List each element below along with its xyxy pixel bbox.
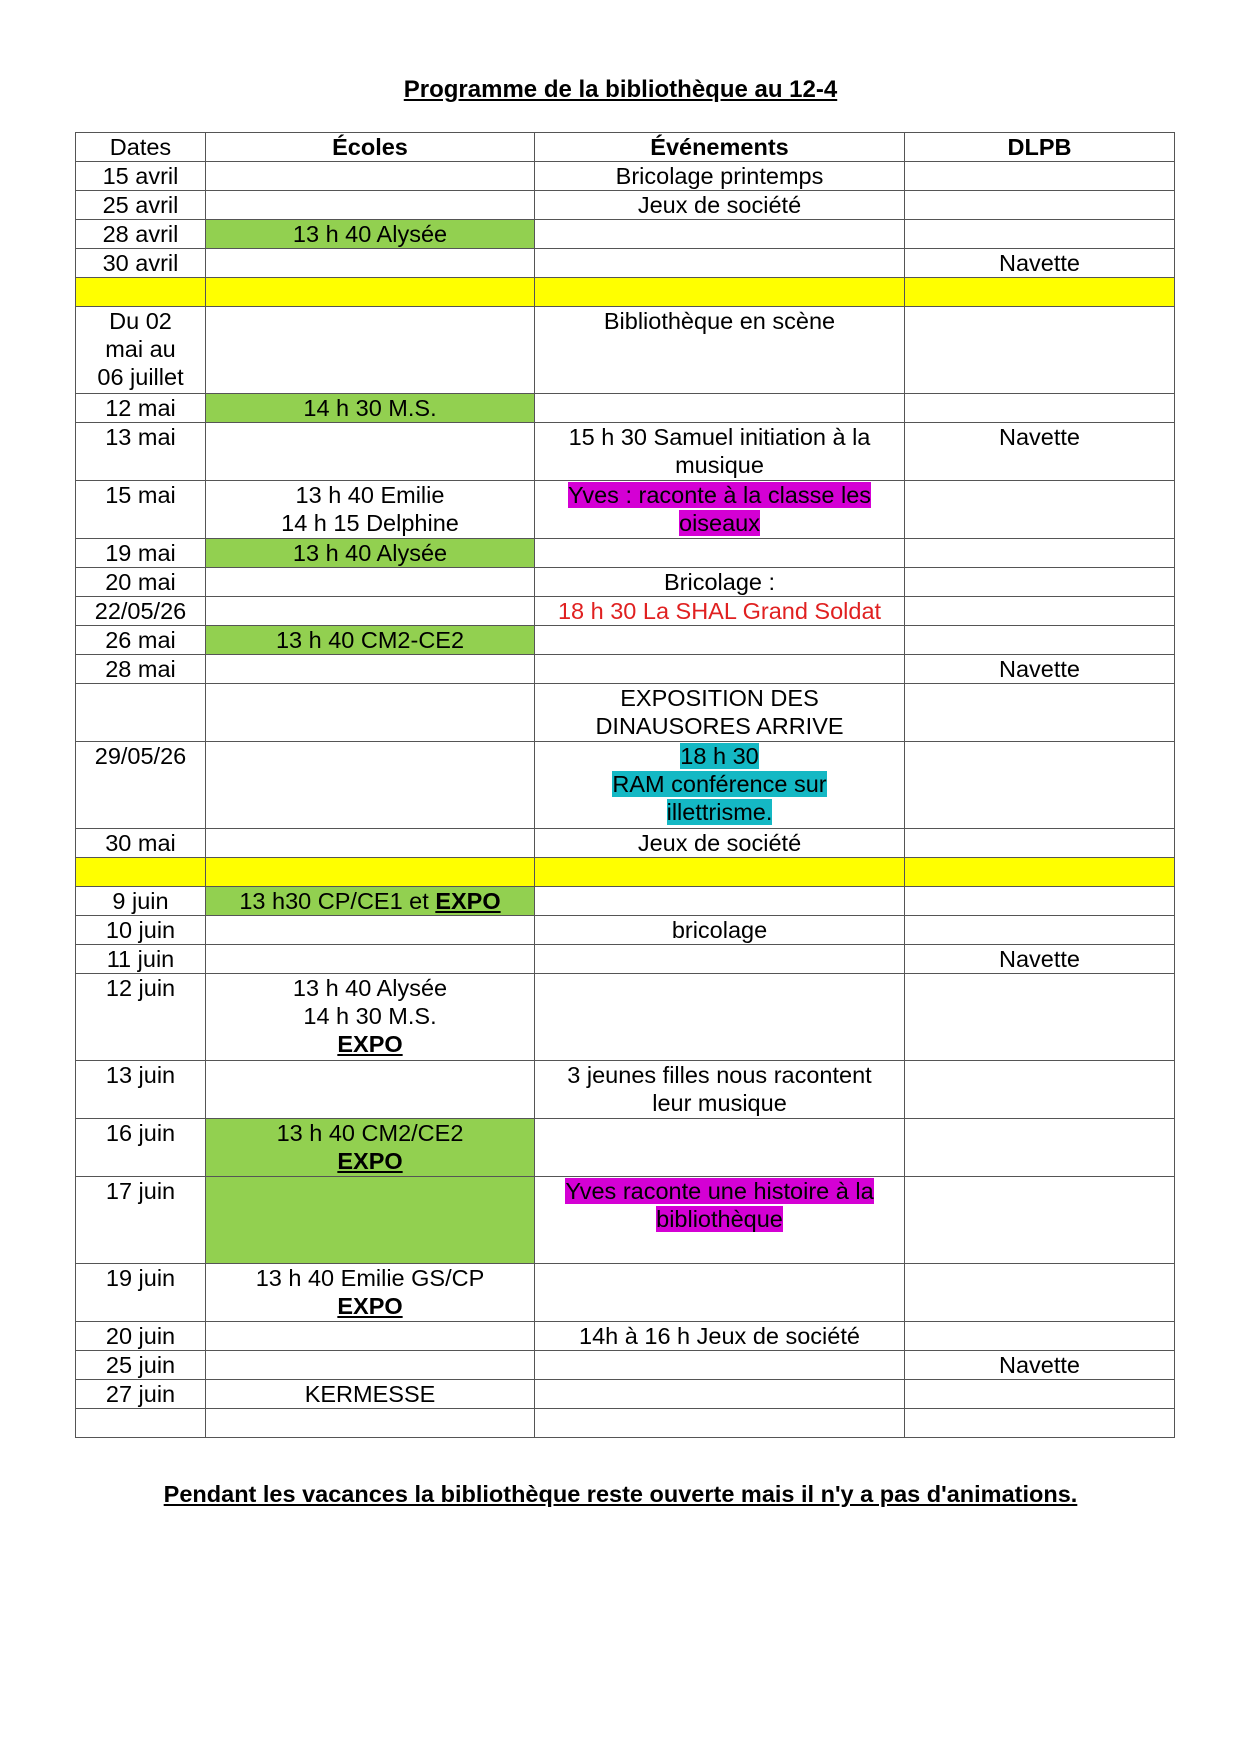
- highlighted-event-text: illettrisme.: [666, 799, 773, 825]
- dlpb-cell: [905, 1409, 1175, 1438]
- school-cell: [206, 249, 535, 278]
- dlpb-cell: [905, 191, 1175, 220]
- dlpb-cell: [905, 597, 1175, 626]
- date-cell: 29/05/26: [76, 742, 206, 829]
- date-cell: 30 mai: [76, 829, 206, 858]
- date-line: 06 juillet: [97, 364, 184, 390]
- table-row: [76, 220, 1175, 249]
- event-cell: Bricolage :: [535, 568, 905, 597]
- table-row: [76, 539, 1175, 568]
- separator-cell: [206, 278, 535, 307]
- table-row: [76, 655, 1175, 684]
- separator-cell: [535, 858, 905, 887]
- dlpb-cell: [905, 1177, 1175, 1264]
- highlighted-event-text: RAM conférence sur: [612, 771, 827, 797]
- school-cell: [206, 945, 535, 974]
- highlighted-event-text: bibliothèque: [656, 1206, 783, 1232]
- event-cell: [535, 1061, 905, 1119]
- table-row: [76, 423, 1175, 481]
- event-line: 3 jeunes filles nous racontent: [567, 1062, 872, 1088]
- separator-row: [76, 858, 1175, 887]
- event-cell: [535, 481, 905, 539]
- event-line: leur musique: [652, 1090, 787, 1116]
- schedule-table: [75, 132, 1175, 1438]
- separator-cell: [76, 278, 206, 307]
- date-cell: 15 avril: [76, 162, 206, 191]
- dlpb-cell: [905, 1380, 1175, 1409]
- table-row: [76, 1380, 1175, 1409]
- school-line: 14 h 30 M.S.: [303, 1003, 437, 1029]
- event-cell: [535, 626, 905, 655]
- dlpb-cell: [905, 974, 1175, 1061]
- school-cell: [206, 684, 535, 742]
- table-row: [76, 568, 1175, 597]
- school-cell: [206, 974, 535, 1061]
- dlpb-cell: [905, 684, 1175, 742]
- event-cell: [535, 249, 905, 278]
- school-cell: [206, 1119, 535, 1177]
- event-line: EXPOSITION DES: [620, 685, 819, 711]
- dlpb-cell: [905, 394, 1175, 423]
- date-cell: 15 mai: [76, 481, 206, 539]
- table-row: [76, 1264, 1175, 1322]
- event-cell: [535, 1380, 905, 1409]
- dlpb-cell: Navette: [905, 1351, 1175, 1380]
- date-cell: 30 avril: [76, 249, 206, 278]
- date-cell: 11 juin: [76, 945, 206, 974]
- school-line: 13 h 40 CM2/CE2: [276, 1120, 464, 1146]
- header-dates: Dates: [76, 133, 206, 162]
- school-line: 13 h 40 Emilie: [295, 482, 445, 508]
- event-line: musique: [675, 452, 764, 478]
- dlpb-cell: [905, 220, 1175, 249]
- date-cell: 10 juin: [76, 916, 206, 945]
- school-line: 14 h 15 Delphine: [281, 510, 459, 536]
- table-row: [76, 916, 1175, 945]
- event-cell: 14h à 16 h Jeux de société: [535, 1322, 905, 1351]
- school-cell: [206, 162, 535, 191]
- event-cell: [535, 742, 905, 829]
- event-cell: Bricolage printemps: [535, 162, 905, 191]
- school-cell: 13 h 40 Alysée: [206, 539, 535, 568]
- date-cell: 19 mai: [76, 539, 206, 568]
- dlpb-cell: [905, 626, 1175, 655]
- header-ecoles: Écoles: [206, 133, 535, 162]
- table-row: [76, 945, 1175, 974]
- school-cell: [206, 1264, 535, 1322]
- school-line: 13 h 40 Alysée: [292, 975, 448, 1001]
- school-line: 13 h 40 Emilie GS/CP: [255, 1265, 485, 1291]
- school-cell: KERMESSE: [206, 1380, 535, 1409]
- table-row: [76, 974, 1175, 1061]
- date-cell: 27 juin: [76, 1380, 206, 1409]
- school-cell: [206, 1061, 535, 1119]
- date-cell: 16 juin: [76, 1119, 206, 1177]
- date-cell: 13 mai: [76, 423, 206, 481]
- header-row: [76, 133, 1175, 162]
- table-row: [76, 626, 1175, 655]
- table-row: [76, 481, 1175, 539]
- school-cell: [206, 829, 535, 858]
- dlpb-cell: [905, 916, 1175, 945]
- table-row: [76, 1409, 1175, 1438]
- school-text: 13 h30 CP/CE1 et: [239, 888, 436, 914]
- dlpb-cell: [905, 829, 1175, 858]
- school-cell: 14 h 30 M.S.: [206, 394, 535, 423]
- date-cell: 19 juin: [76, 1264, 206, 1322]
- school-cell: [206, 191, 535, 220]
- date-cell: 28 avril: [76, 220, 206, 249]
- separator-cell: [905, 278, 1175, 307]
- school-cell: [206, 1177, 535, 1264]
- event-cell: [535, 655, 905, 684]
- table-row: [76, 191, 1175, 220]
- event-cell: [535, 1351, 905, 1380]
- date-cell: [76, 684, 206, 742]
- event-cell: [535, 220, 905, 249]
- event-cell: [535, 1177, 905, 1264]
- event-cell: [535, 1409, 905, 1438]
- event-cell: bricolage: [535, 916, 905, 945]
- event-cell: [535, 1264, 905, 1322]
- date-cell: 12 juin: [76, 974, 206, 1061]
- school-cell: [206, 1351, 535, 1380]
- event-cell: [535, 539, 905, 568]
- school-cell: [206, 423, 535, 481]
- expo-label: EXPO: [337, 1148, 403, 1174]
- dlpb-cell: [905, 568, 1175, 597]
- event-cell: Jeux de société: [535, 191, 905, 220]
- dlpb-cell: [905, 1264, 1175, 1322]
- table-row: [76, 394, 1175, 423]
- date-cell: 22/05/26: [76, 597, 206, 626]
- highlighted-event-text: Yves : raconte à la classe les: [567, 482, 872, 508]
- school-cell: [206, 887, 535, 916]
- date-cell: 26 mai: [76, 626, 206, 655]
- table-row: [76, 1061, 1175, 1119]
- event-line: DINAUSORES ARRIVE: [595, 713, 844, 739]
- table-row: [76, 887, 1175, 916]
- school-cell: [206, 742, 535, 829]
- date-cell: 25 avril: [76, 191, 206, 220]
- event-cell: Bibliothèque en scène: [535, 307, 905, 394]
- header-dlpb: DLPB: [905, 133, 1175, 162]
- date-cell: 17 juin: [76, 1177, 206, 1264]
- separator-row: [76, 278, 1175, 307]
- table-row: [76, 162, 1175, 191]
- dlpb-cell: [905, 742, 1175, 829]
- separator-cell: [206, 858, 535, 887]
- school-cell: [206, 568, 535, 597]
- table-row: [76, 829, 1175, 858]
- dlpb-cell: Navette: [905, 249, 1175, 278]
- dlpb-cell: Navette: [905, 655, 1175, 684]
- dlpb-cell: [905, 481, 1175, 539]
- expo-label: EXPO: [435, 888, 501, 914]
- date-line: mai au: [105, 336, 176, 362]
- date-cell: 12 mai: [76, 394, 206, 423]
- separator-cell: [535, 278, 905, 307]
- school-cell: [206, 1322, 535, 1351]
- page-title: Programme de la bibliothèque au 12-4: [403, 76, 838, 103]
- date-cell: 20 juin: [76, 1322, 206, 1351]
- dlpb-cell: [905, 887, 1175, 916]
- dlpb-cell: [905, 1061, 1175, 1119]
- date-cell: [76, 1409, 206, 1438]
- date-cell: 9 juin: [76, 887, 206, 916]
- date-line: Du 02: [109, 308, 172, 334]
- table-row: [76, 1119, 1175, 1177]
- event-cell: [535, 597, 905, 626]
- expo-label: EXPO: [337, 1031, 403, 1057]
- event-cell: Jeux de société: [535, 829, 905, 858]
- table-row: [76, 249, 1175, 278]
- event-cell: [535, 423, 905, 481]
- footer-note: Pendant les vacances la bibliothèque reste ouverte mais il n'y a pas d'animations.: [163, 1481, 1078, 1507]
- school-cell: [206, 916, 535, 945]
- school-cell: 13 h 40 CM2-CE2: [206, 626, 535, 655]
- dlpb-cell: [905, 539, 1175, 568]
- dlpb-cell: [905, 1119, 1175, 1177]
- dlpb-cell: [905, 162, 1175, 191]
- separator-cell: [76, 858, 206, 887]
- red-event-text: 18 h 30 La SHAL Grand Soldat: [557, 598, 882, 624]
- event-line: 15 h 30 Samuel initiation à la: [568, 424, 871, 450]
- table-row: [76, 1322, 1175, 1351]
- table-row: [76, 597, 1175, 626]
- date-cell: 13 juin: [76, 1061, 206, 1119]
- table-row: [76, 307, 1175, 394]
- school-cell: [206, 597, 535, 626]
- table-row: [76, 1177, 1175, 1264]
- event-cell: [535, 974, 905, 1061]
- event-cell: [535, 887, 905, 916]
- highlighted-event-text: Yves raconte une histoire à la: [565, 1178, 874, 1204]
- highlighted-event-text: oiseaux: [679, 510, 760, 536]
- date-cell: 28 mai: [76, 655, 206, 684]
- table-row: [76, 1351, 1175, 1380]
- date-cell: 25 juin: [76, 1351, 206, 1380]
- dlpb-cell: Navette: [905, 945, 1175, 974]
- school-cell: 13 h 40 Alysée: [206, 220, 535, 249]
- dlpb-cell: Navette: [905, 423, 1175, 481]
- event-cell: [535, 684, 905, 742]
- event-cell: [535, 1119, 905, 1177]
- event-cell: [535, 945, 905, 974]
- school-cell: [206, 655, 535, 684]
- school-cell: [206, 1409, 535, 1438]
- dlpb-cell: [905, 307, 1175, 394]
- expo-label: EXPO: [337, 1293, 403, 1319]
- event-cell: [535, 394, 905, 423]
- date-cell: 20 mai: [76, 568, 206, 597]
- header-evenements: Événements: [535, 133, 905, 162]
- table-row: [76, 684, 1175, 742]
- table-row: [76, 742, 1175, 829]
- highlighted-event-text: 18 h 30: [680, 743, 759, 769]
- separator-cell: [905, 858, 1175, 887]
- school-cell: [206, 307, 535, 394]
- school-cell: [206, 481, 535, 539]
- dlpb-cell: [905, 1322, 1175, 1351]
- date-cell: [76, 307, 206, 394]
